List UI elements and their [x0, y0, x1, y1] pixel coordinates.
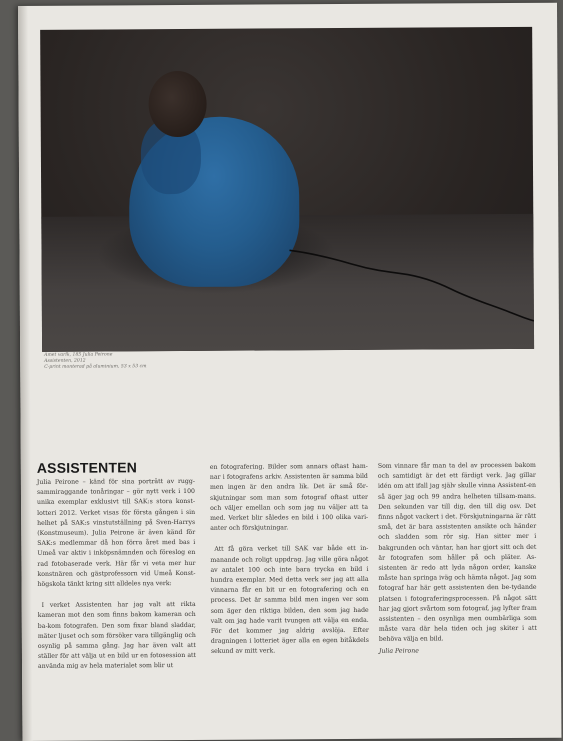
article-heading: ASSISTENTEN	[36, 459, 138, 476]
caption-line: Assistenten, 2012	[44, 358, 86, 364]
article-column-2	[210, 462, 369, 669]
author-signature: Julia Peirone	[378, 647, 419, 655]
article-column-3	[378, 461, 537, 657]
magazine-page	[18, 3, 561, 741]
article-column-1	[37, 477, 196, 684]
page-spine-edge	[18, 6, 32, 741]
photo-cable	[40, 27, 534, 352]
article-paragraph: I verket Assistenten har jag valt att rikta kameran mot den som finns bakom kameran och ba-kom fotografen. Den som fixar bland sladdar, mäter ljuset och som försöker vara tillgänglig och osynlig på samma gång. Jag har även valt att ställer för att välja ut en bild ur en fotosession att använda mig av hela materialet som blir ut	[37, 601, 196, 671]
article-paragraph: Som vinnare får man ta del av processen bakom och samtidigt är det ett färdigt verk. Jag gillar idén om att ifall jag själv skulle vinna Assistent-en så äger jag och 99 andra helheten tillsam-mans. Den sekunden var till dig, den till dig osv. Det finns något vackert i det. Förskjutningarna är rätt små, det är bara assistenten ansikte och händer och sladden som rör sig. Han sitter mer i bakgrunden och väntar, han har gjort sitt och det är fotografen som håller på och pläter. As-sistenten är redo att lyda någon order, kanske måste han springa iväg och hämta något. Jag som fotograf har här gett assistenten den be-tydande platsen i fotograferingsprocessen. På något sätt har jag gjort svårtom som fotograf, jag lyfter fram assistenten – den osynliga men oumbärliga som måste vara där hela tiden och jag skiter i att behöva välja en bild.	[377, 461, 537, 644]
artwork-photo	[40, 27, 534, 352]
article-paragraph: Att få göra verket till SAK var både ett in-manande och roligt uppdrag. Jag ville göra något av antalet 100 och inte bara trycka en bild i hundra exemplar. Med detta verk ser jag att alla vinnarna får en bit ur en fotografering och en process. Det är samma bild men ingen ver som som äger den riktiga bilden, den som jag hade valt om jag hade varit tvungen att välja en enda. För det kommer jag aldrig avslöja. Efter dragningen i lotteriet äger alla en egen bitåkdels sekund av mitt verk.	[210, 545, 369, 656]
caption-line: Amet varlk, 185 Julia Peirone	[44, 352, 113, 358]
article-paragraph: en fotografering. Bilder som annars oftast ham-nar i fotografens arkiv. Assistenten är samma bild men ingen är den andra lik. Det är små för-skjutningar som man som fotograf oftast utter och väljer emellan och som jag nu väljer att ta med. Verket blir således en bild i 100 olika vari-anter och förskjutningar.	[209, 462, 369, 533]
article-paragraph: Julia Peirone – känd för sina porträtt av rugg-sammiraggande tonåringar – gör nytt verk i 100 unika exemplar exklusivt till SAK:s stora konst-lotteri 2012. Verket visas för första gången i sin helhet på SAK:s vinstutställning på Sven-Harrys (Konstmuseum). Julia Peirone är även känd för SAK:s medlemmar då hon förra året med bas i Umeå var aktiv i inköpsnämnden och föreslog en rad fotobaserade verk. Här får vi veta mer hur konstnären och gästprofessorn vid Umeå Konst-högskola tänkt kring sitt alldeles nya verk:	[36, 477, 196, 588]
photo-caption	[44, 352, 264, 371]
caption-line: C-print monterad på aluminium, 53 x 53 cm	[44, 364, 147, 370]
